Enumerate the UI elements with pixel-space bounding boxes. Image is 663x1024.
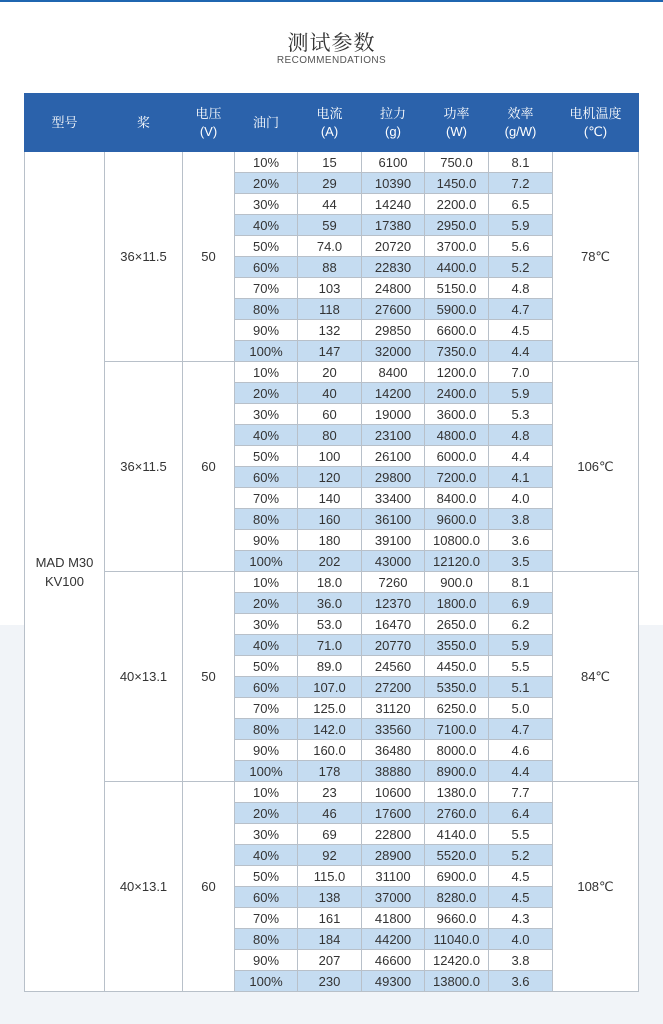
power-cell: 4140.0 [425,824,489,845]
thrust-cell: 31120 [362,698,425,719]
thrust-cell: 24560 [362,656,425,677]
power-cell: 1200.0 [425,362,489,383]
current-cell: 18.0 [298,572,362,593]
efficiency-cell: 4.0 [489,929,553,950]
power-cell: 900.0 [425,572,489,593]
current-cell: 138 [298,887,362,908]
current-cell: 40 [298,383,362,404]
voltage-cell: 60 [183,782,235,992]
throttle-cell: 10% [235,572,298,593]
throttle-cell: 90% [235,950,298,971]
thrust-cell: 36100 [362,509,425,530]
thrust-cell: 32000 [362,341,425,362]
thrust-cell: 17600 [362,803,425,824]
current-cell: 207 [298,950,362,971]
power-cell: 6250.0 [425,698,489,719]
efficiency-cell: 8.1 [489,152,553,173]
power-cell: 2400.0 [425,383,489,404]
thrust-cell: 8400 [362,362,425,383]
thrust-cell: 24800 [362,278,425,299]
current-cell: 71.0 [298,635,362,656]
table-row [25,782,639,803]
header-current: 电流 (A) [298,94,362,152]
current-cell: 23 [298,782,362,803]
efficiency-cell: 6.9 [489,593,553,614]
current-cell: 60 [298,404,362,425]
current-cell: 115.0 [298,866,362,887]
thrust-cell: 36480 [362,740,425,761]
power-cell: 8000.0 [425,740,489,761]
throttle-cell: 80% [235,929,298,950]
efficiency-cell: 5.0 [489,698,553,719]
table-row [25,572,639,593]
efficiency-cell: 7.0 [489,362,553,383]
throttle-cell: 90% [235,740,298,761]
efficiency-cell: 4.8 [489,425,553,446]
test-parameters-table [24,93,639,992]
current-cell: 184 [298,929,362,950]
efficiency-cell: 5.5 [489,656,553,677]
thrust-cell: 41800 [362,908,425,929]
efficiency-cell: 3.8 [489,950,553,971]
thrust-cell: 27600 [362,299,425,320]
current-cell: 20 [298,362,362,383]
throttle-cell: 40% [235,215,298,236]
current-cell: 44 [298,194,362,215]
power-cell: 6000.0 [425,446,489,467]
motor-temp-cell: 106℃ [553,362,639,572]
efficiency-cell: 4.0 [489,488,553,509]
power-cell: 5900.0 [425,299,489,320]
power-cell: 5150.0 [425,278,489,299]
throttle-cell: 40% [235,845,298,866]
thrust-cell: 26100 [362,446,425,467]
throttle-cell: 50% [235,446,298,467]
page-title: 测试参数 [287,31,376,55]
power-cell: 7100.0 [425,719,489,740]
current-cell: 80 [298,425,362,446]
power-cell: 12120.0 [425,551,489,572]
thrust-cell: 14240 [362,194,425,215]
page-subtitle: RECOMMENDATIONS [276,55,387,66]
throttle-cell: 20% [235,593,298,614]
current-cell: 74.0 [298,236,362,257]
efficiency-cell: 4.8 [489,278,553,299]
current-cell: 202 [298,551,362,572]
thrust-cell: 7260 [362,572,425,593]
power-cell: 4800.0 [425,425,489,446]
thrust-cell: 29800 [362,467,425,488]
power-cell: 10800.0 [425,530,489,551]
throttle-cell: 40% [235,425,298,446]
current-cell: 69 [298,824,362,845]
current-cell: 92 [298,845,362,866]
current-cell: 160 [298,509,362,530]
header-motor-temp: 电机温度 (℃) [553,94,639,152]
current-cell: 125.0 [298,698,362,719]
power-cell: 8400.0 [425,488,489,509]
throttle-cell: 30% [235,404,298,425]
throttle-cell: 70% [235,278,298,299]
throttle-cell: 50% [235,236,298,257]
efficiency-cell: 4.4 [489,761,553,782]
efficiency-cell: 5.9 [489,383,553,404]
current-cell: 147 [298,341,362,362]
throttle-cell: 100% [235,551,298,572]
power-cell: 12420.0 [425,950,489,971]
efficiency-cell: 5.2 [489,845,553,866]
power-cell: 5350.0 [425,677,489,698]
voltage-cell: 50 [183,572,235,782]
power-cell: 9660.0 [425,908,489,929]
power-cell: 3700.0 [425,236,489,257]
efficiency-cell: 7.7 [489,782,553,803]
efficiency-cell: 5.2 [489,257,553,278]
current-cell: 180 [298,530,362,551]
throttle-cell: 20% [235,383,298,404]
thrust-cell: 17380 [362,215,425,236]
current-cell: 88 [298,257,362,278]
efficiency-cell: 7.2 [489,173,553,194]
current-cell: 53.0 [298,614,362,635]
efficiency-cell: 5.9 [489,635,553,656]
throttle-cell: 30% [235,194,298,215]
current-cell: 100 [298,446,362,467]
power-cell: 11040.0 [425,929,489,950]
efficiency-cell: 4.5 [489,866,553,887]
header-model: 型号 [25,94,105,152]
efficiency-cell: 3.6 [489,971,553,992]
throttle-cell: 30% [235,614,298,635]
thrust-cell: 37000 [362,887,425,908]
throttle-cell: 90% [235,530,298,551]
efficiency-cell: 4.4 [489,446,553,467]
throttle-cell: 80% [235,299,298,320]
power-cell: 1450.0 [425,173,489,194]
thrust-cell: 31100 [362,866,425,887]
efficiency-cell: 6.5 [489,194,553,215]
power-cell: 2950.0 [425,215,489,236]
current-cell: 140 [298,488,362,509]
thrust-cell: 46600 [362,950,425,971]
thrust-cell: 39100 [362,530,425,551]
throttle-cell: 50% [235,866,298,887]
model-cell: MAD M30 KV100 [25,152,105,992]
thrust-cell: 19000 [362,404,425,425]
header-throttle: 油门 [235,94,298,152]
table-body [25,152,639,992]
efficiency-cell: 6.4 [489,803,553,824]
thrust-cell: 44200 [362,929,425,950]
header-power: 功率 (W) [425,94,489,152]
thrust-cell: 22800 [362,824,425,845]
power-cell: 3600.0 [425,404,489,425]
header-thrust: 拉力 (g) [362,94,425,152]
prop-cell: 36×11.5 [105,362,183,572]
prop-cell: 36×11.5 [105,152,183,362]
efficiency-cell: 5.1 [489,677,553,698]
current-cell: 120 [298,467,362,488]
current-cell: 118 [298,299,362,320]
current-cell: 29 [298,173,362,194]
power-cell: 13800.0 [425,971,489,992]
throttle-cell: 60% [235,467,298,488]
throttle-cell: 60% [235,257,298,278]
current-cell: 161 [298,908,362,929]
efficiency-cell: 4.4 [489,341,553,362]
current-cell: 160.0 [298,740,362,761]
current-cell: 142.0 [298,719,362,740]
power-cell: 1380.0 [425,782,489,803]
power-cell: 7200.0 [425,467,489,488]
power-cell: 2200.0 [425,194,489,215]
efficiency-cell: 5.6 [489,236,553,257]
motor-temp-cell: 78℃ [553,152,639,362]
current-cell: 178 [298,761,362,782]
power-cell: 8900.0 [425,761,489,782]
throttle-cell: 80% [235,509,298,530]
thrust-cell: 33560 [362,719,425,740]
efficiency-cell: 6.2 [489,614,553,635]
thrust-cell: 38880 [362,761,425,782]
efficiency-cell: 4.7 [489,719,553,740]
current-cell: 36.0 [298,593,362,614]
power-cell: 6900.0 [425,866,489,887]
thrust-cell: 43000 [362,551,425,572]
thrust-cell: 22830 [362,257,425,278]
header-prop: 桨 [105,94,183,152]
throttle-cell: 40% [235,635,298,656]
top-accent-line [0,0,663,2]
throttle-cell: 30% [235,824,298,845]
efficiency-cell: 4.5 [489,320,553,341]
efficiency-cell: 8.1 [489,572,553,593]
thrust-cell: 27200 [362,677,425,698]
current-cell: 89.0 [298,656,362,677]
current-cell: 107.0 [298,677,362,698]
motor-temp-cell: 108℃ [553,782,639,992]
motor-temp-cell: 84℃ [553,572,639,782]
thrust-cell: 20720 [362,236,425,257]
throttle-cell: 100% [235,761,298,782]
throttle-cell: 90% [235,320,298,341]
efficiency-cell: 4.3 [489,908,553,929]
voltage-cell: 60 [183,362,235,572]
current-cell: 46 [298,803,362,824]
power-cell: 2760.0 [425,803,489,824]
current-cell: 103 [298,278,362,299]
power-cell: 5520.0 [425,845,489,866]
efficiency-cell: 3.8 [489,509,553,530]
power-cell: 6600.0 [425,320,489,341]
current-cell: 132 [298,320,362,341]
thrust-cell: 23100 [362,425,425,446]
thrust-cell: 14200 [362,383,425,404]
thrust-cell: 10600 [362,782,425,803]
efficiency-cell: 3.6 [489,530,553,551]
thrust-cell: 10390 [362,173,425,194]
current-cell: 15 [298,152,362,173]
power-cell: 750.0 [425,152,489,173]
table-row [25,152,639,173]
power-cell: 2650.0 [425,614,489,635]
power-cell: 3550.0 [425,635,489,656]
throttle-cell: 100% [235,341,298,362]
throttle-cell: 20% [235,173,298,194]
power-cell: 4400.0 [425,257,489,278]
current-cell: 59 [298,215,362,236]
throttle-cell: 50% [235,656,298,677]
thrust-cell: 29850 [362,320,425,341]
throttle-cell: 60% [235,677,298,698]
efficiency-cell: 5.9 [489,215,553,236]
power-cell: 8280.0 [425,887,489,908]
throttle-cell: 70% [235,488,298,509]
efficiency-cell: 3.5 [489,551,553,572]
header-voltage: 电压 (V) [183,94,235,152]
thrust-cell: 49300 [362,971,425,992]
header-efficiency: 效率 (g/W) [489,94,553,152]
power-cell: 1800.0 [425,593,489,614]
prop-cell: 40×13.1 [105,572,183,782]
efficiency-cell: 4.5 [489,887,553,908]
throttle-cell: 60% [235,887,298,908]
throttle-cell: 10% [235,782,298,803]
throttle-cell: 20% [235,803,298,824]
throttle-cell: 70% [235,698,298,719]
efficiency-cell: 4.7 [489,299,553,320]
efficiency-cell: 5.5 [489,824,553,845]
throttle-cell: 10% [235,362,298,383]
throttle-cell: 70% [235,908,298,929]
thrust-cell: 33400 [362,488,425,509]
prop-cell: 40×13.1 [105,782,183,992]
thrust-cell: 16470 [362,614,425,635]
table-header-row [25,94,639,152]
current-cell: 230 [298,971,362,992]
efficiency-cell: 4.6 [489,740,553,761]
efficiency-cell: 5.3 [489,404,553,425]
table-row [25,362,639,383]
thrust-cell: 28900 [362,845,425,866]
throttle-cell: 10% [235,152,298,173]
voltage-cell: 50 [183,152,235,362]
thrust-cell: 12370 [362,593,425,614]
power-cell: 9600.0 [425,509,489,530]
efficiency-cell: 4.1 [489,467,553,488]
throttle-cell: 80% [235,719,298,740]
thrust-cell: 6100 [362,152,425,173]
thrust-cell: 20770 [362,635,425,656]
throttle-cell: 100% [235,971,298,992]
power-cell: 7350.0 [425,341,489,362]
power-cell: 4450.0 [425,656,489,677]
